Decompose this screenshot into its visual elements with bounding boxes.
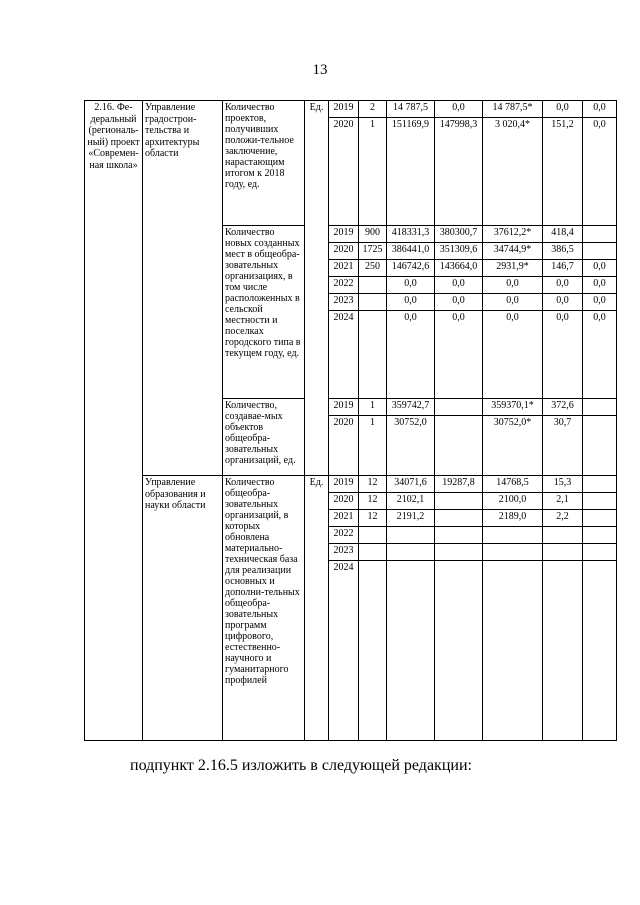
- value-cell: 2100,0: [483, 493, 543, 510]
- indicator-name: Количество проектов, получивших положи-тельное заключение, нарастающим итогом к 2018 году, ед.: [223, 101, 305, 226]
- value-cell: 30752,0: [387, 416, 435, 476]
- year-cell: 2024: [329, 311, 359, 399]
- value-cell: 143664,0: [435, 260, 483, 277]
- value-cell: 12: [359, 493, 387, 510]
- value-cell: 359742,7: [387, 399, 435, 416]
- value-cell: 15,3: [543, 476, 583, 493]
- table-row: [85, 101, 617, 118]
- executor-cell: Управление градострои-тельства и архитектуры области: [143, 101, 223, 476]
- value-cell: [359, 294, 387, 311]
- value-cell: [543, 561, 583, 741]
- value-cell: [583, 510, 617, 527]
- value-cell: 359370,1*: [483, 399, 543, 416]
- value-cell: [387, 544, 435, 561]
- value-cell: 386441,0: [387, 243, 435, 260]
- value-cell: 250: [359, 260, 387, 277]
- value-cell: [583, 493, 617, 510]
- value-cell: 0,0: [583, 260, 617, 277]
- value-cell: 146742,6: [387, 260, 435, 277]
- value-cell: 2,1: [543, 493, 583, 510]
- year-cell: 2023: [329, 294, 359, 311]
- value-cell: 12: [359, 510, 387, 527]
- year-cell: 2020: [329, 243, 359, 260]
- value-cell: 0,0: [483, 277, 543, 294]
- value-cell: 12: [359, 476, 387, 493]
- value-cell: [359, 311, 387, 399]
- year-cell: 2021: [329, 510, 359, 527]
- value-cell: [435, 399, 483, 416]
- value-cell: [583, 226, 617, 243]
- value-cell: [387, 527, 435, 544]
- value-cell: 386,5: [543, 243, 583, 260]
- value-cell: 146,7: [543, 260, 583, 277]
- year-cell: 2020: [329, 118, 359, 226]
- value-cell: [583, 561, 617, 741]
- value-cell: 0,0: [543, 277, 583, 294]
- value-cell: 351309,6: [435, 243, 483, 260]
- value-cell: 2,2: [543, 510, 583, 527]
- unit-cell: Ед.: [305, 101, 329, 476]
- value-cell: 2191,2: [387, 510, 435, 527]
- value-cell: 14 787,5: [387, 101, 435, 118]
- value-cell: [359, 277, 387, 294]
- value-cell: 34071,6: [387, 476, 435, 493]
- value-cell: 3 020,4*: [483, 118, 543, 226]
- value-cell: 19287,8: [435, 476, 483, 493]
- indicator-name: Количество общеобра-зовательных организаций, в которых обновлена материально-техническая база для реализации основных и дополни-тельных общеобра-зовательных программ цифрового, естественно-научного и гуманитарного профилей: [223, 476, 305, 741]
- value-cell: 900: [359, 226, 387, 243]
- value-cell: [359, 527, 387, 544]
- value-cell: [583, 527, 617, 544]
- value-cell: 380300,7: [435, 226, 483, 243]
- value-cell: 151169,9: [387, 118, 435, 226]
- value-cell: 0,0: [435, 277, 483, 294]
- value-cell: [543, 544, 583, 561]
- value-cell: 0,0: [483, 294, 543, 311]
- value-cell: 0,0: [543, 311, 583, 399]
- year-cell: 2020: [329, 416, 359, 476]
- value-cell: [583, 243, 617, 260]
- value-cell: 0,0: [387, 277, 435, 294]
- value-cell: 147998,3: [435, 118, 483, 226]
- value-cell: 37612,2*: [483, 226, 543, 243]
- value-cell: 1: [359, 399, 387, 416]
- year-cell: 2022: [329, 277, 359, 294]
- value-cell: [435, 527, 483, 544]
- unit-cell: Ед.: [305, 476, 329, 741]
- value-cell: 418331,3: [387, 226, 435, 243]
- value-cell: 1: [359, 118, 387, 226]
- instruction-text: подпункт 2.16.5 изложить в следующей редакции:: [130, 757, 472, 774]
- value-cell: 1725: [359, 243, 387, 260]
- value-cell: [483, 544, 543, 561]
- value-cell: [483, 561, 543, 741]
- table-row: [85, 476, 617, 493]
- year-cell: 2022: [329, 527, 359, 544]
- value-cell: [435, 544, 483, 561]
- value-cell: 418,4: [543, 226, 583, 243]
- value-cell: 0,0: [435, 311, 483, 399]
- year-cell: 2019: [329, 226, 359, 243]
- value-cell: [359, 544, 387, 561]
- value-cell: 0,0: [583, 311, 617, 399]
- value-cell: 372,6: [543, 399, 583, 416]
- value-cell: 30,7: [543, 416, 583, 476]
- year-cell: 2019: [329, 101, 359, 118]
- value-cell: 0,0: [435, 294, 483, 311]
- value-cell: [435, 493, 483, 510]
- value-cell: [583, 544, 617, 561]
- value-cell: 0,0: [435, 101, 483, 118]
- value-cell: 14 787,5*: [483, 101, 543, 118]
- year-cell: 2023: [329, 544, 359, 561]
- value-cell: 34744,9*: [483, 243, 543, 260]
- value-cell: 2102,1: [387, 493, 435, 510]
- year-cell: 2019: [329, 476, 359, 493]
- value-cell: [583, 476, 617, 493]
- value-cell: [583, 399, 617, 416]
- year-cell: 2019: [329, 399, 359, 416]
- value-cell: 2931,9*: [483, 260, 543, 277]
- value-cell: [387, 561, 435, 741]
- value-cell: [359, 561, 387, 741]
- value-cell: 0,0: [483, 311, 543, 399]
- value-cell: 30752,0*: [483, 416, 543, 476]
- value-cell: [483, 527, 543, 544]
- value-cell: 1: [359, 416, 387, 476]
- value-cell: 0,0: [583, 277, 617, 294]
- value-cell: [435, 416, 483, 476]
- program-table: [84, 100, 617, 741]
- value-cell: 0,0: [583, 294, 617, 311]
- indicator-name: Количество, создавае-мых объектов общеобра-зовательных организаций, ед.: [223, 399, 305, 476]
- value-cell: 0,0: [583, 118, 617, 226]
- value-cell: 151,2: [543, 118, 583, 226]
- year-cell: 2020: [329, 493, 359, 510]
- section-title: 2.16. Фе-деральный (региональ-ный) проект «Современ-ная школа»: [85, 101, 143, 741]
- value-cell: 0,0: [583, 101, 617, 118]
- value-cell: 0,0: [543, 101, 583, 118]
- value-cell: 2: [359, 101, 387, 118]
- page-number: 13: [312, 62, 328, 78]
- value-cell: 0,0: [387, 294, 435, 311]
- value-cell: 0,0: [543, 294, 583, 311]
- year-cell: 2021: [329, 260, 359, 277]
- year-cell: 2024: [329, 561, 359, 741]
- value-cell: [583, 416, 617, 476]
- value-cell: [543, 527, 583, 544]
- indicator-name: Количество новых созданных мест в общеобра-зовательных организациях, в том числе расположенных в сельской местности и поселках городского типа в текущем году, ед.: [223, 226, 305, 399]
- value-cell: 0,0: [387, 311, 435, 399]
- value-cell: [435, 561, 483, 741]
- value-cell: [435, 510, 483, 527]
- value-cell: 14768,5: [483, 476, 543, 493]
- executor-cell: Управление образования и науки области: [143, 476, 223, 741]
- value-cell: 2189,0: [483, 510, 543, 527]
